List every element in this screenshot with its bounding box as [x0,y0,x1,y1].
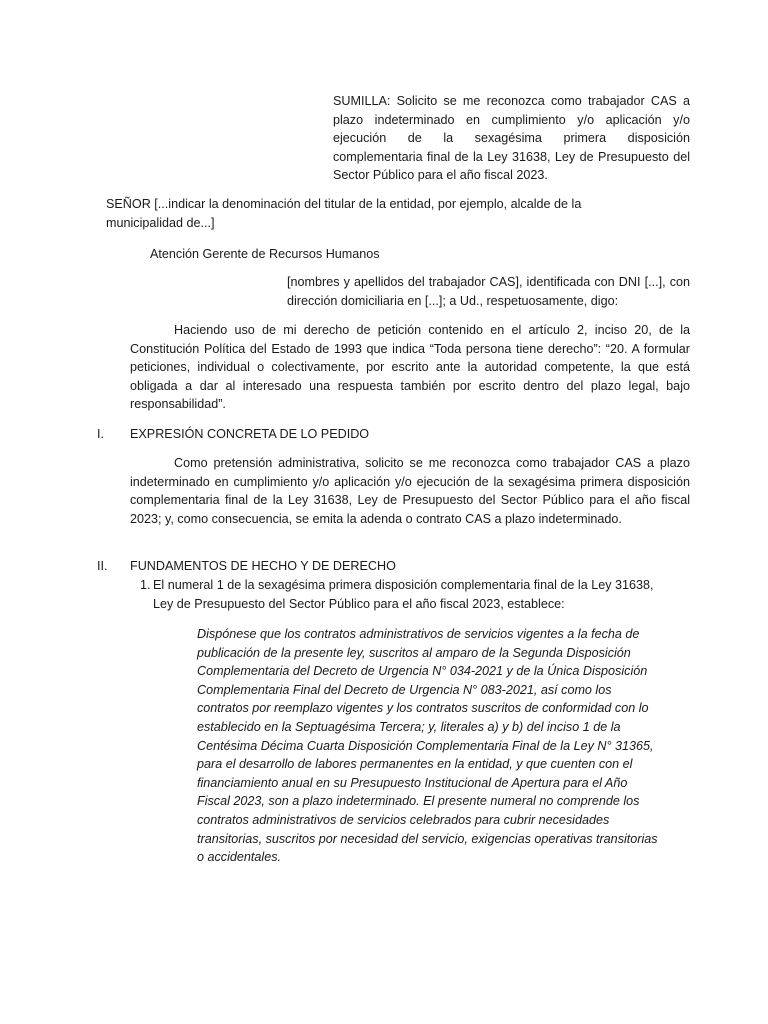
quote-line: establecido en la Septuagésima Tercera; y, literales a) y b) del inciso 1 de la [197,719,621,734]
quote-line: o accidentales. [197,850,282,865]
sumilla: SUMILLA: Solicito se me reconozca como trabajador CAS a plazo indeterminado en cumplimiento y/o aplicación y/o ejecución de la sexagésima primera disposición complementaria final de la Ley 31638, Ley de Presupuesto del Sector Público para el año fiscal 2023. [333,94,690,183]
petition-paragraph [130,321,690,414]
quote-line: Dispónese que los contratos administrativos de servicios vigentes a la fecha de [197,627,640,641]
quote-line: contratos administrativos de servicios celebrados para cubrir necesidades [197,812,610,827]
section-2-number: II. [97,559,108,573]
section-1-number: I. [97,427,104,441]
attention-line: Atención Gerente de Recursos Humanos [150,247,380,261]
section-1-body [130,454,690,528]
list-item-number: 1. [140,578,151,592]
quote-line: Complementaria Final del Decreto de Urgencia N° 083-2021, así como los [197,682,612,697]
petition-text: Haciendo uso de mi derecho de petición contenido en el artículo 2, inciso 20, de la Constitución Política del Estado de 1993 que indica “Toda persona tiene derecho”: “20. A formular peticiones, individual o colectivamente, por escrito ante la autoridad competente, la que está obligada a dar al interesado una respuesta también por escrito dentro del plazo legal, bajo responsabilidad”. [130,323,690,412]
quote-line: Fiscal 2023, son a plazo indeterminado. El presente numeral no comprende los [197,794,640,809]
quote-line: Complementaria del Decreto de Urgencia N° 034-2021 y de la Única Disposición [197,664,648,679]
addressee: SEÑOR [...indicar la denominación del titular de la entidad, por ejemplo, alcalde de la municipalidad de...] [106,197,582,230]
quote-line: contratos por reemplazo vigentes y los contratos suscritos de conformidad con lo [197,701,649,716]
legal-quote [197,625,660,867]
section-1-title: EXPRESIÓN CONCRETA DE LO PEDIDO [130,427,370,441]
quote-line: transitorias, suscritos por necesidad del servicio, exigencias operativas transitorias [197,831,658,846]
list-item-text: El numeral 1 de la sexagésima primera disposición complementaria final de la Ley 31638, Ley de Presupuesto del Sector Público para el año fiscal 2023, establece: [153,578,654,611]
section-1-text: Como pretensión administrativa, solicito se me reconozca como trabajador CAS a plazo indeterminado en cumplimiento y/o aplicación y/o ejecución de la sexagésima primera disposición complementaria final de la Ley 31638, Ley de Presupuesto del Sector Público para el año fiscal 2023; y, como consecuencia, se emita la adenda o contrato CAS a plazo indeterminado. [130,456,690,526]
quote-line: publicación de la presente ley, suscritos al amparo de la Segunda Disposición [197,645,631,660]
quote-line: financiamiento anual en su Presupuesto Institucional de Apertura para el Año [197,775,628,790]
section-2-title: FUNDAMENTOS DE HECHO Y DE DERECHO [130,559,396,573]
quote-line: Centésima Décima Cuarta Disposición Complementaria Final de la Ley N° 31365, [197,738,654,753]
petitioner-data: [nombres y apellidos del trabajador CAS], identificada con DNI [...], con dirección domiciliaria en [...]; a Ud., respetuosamente, digo: [287,275,690,308]
list-item [140,576,660,613]
quote-line: para el desarrollo de labores permanentes en la entidad, y que cuenten con el [197,757,633,772]
